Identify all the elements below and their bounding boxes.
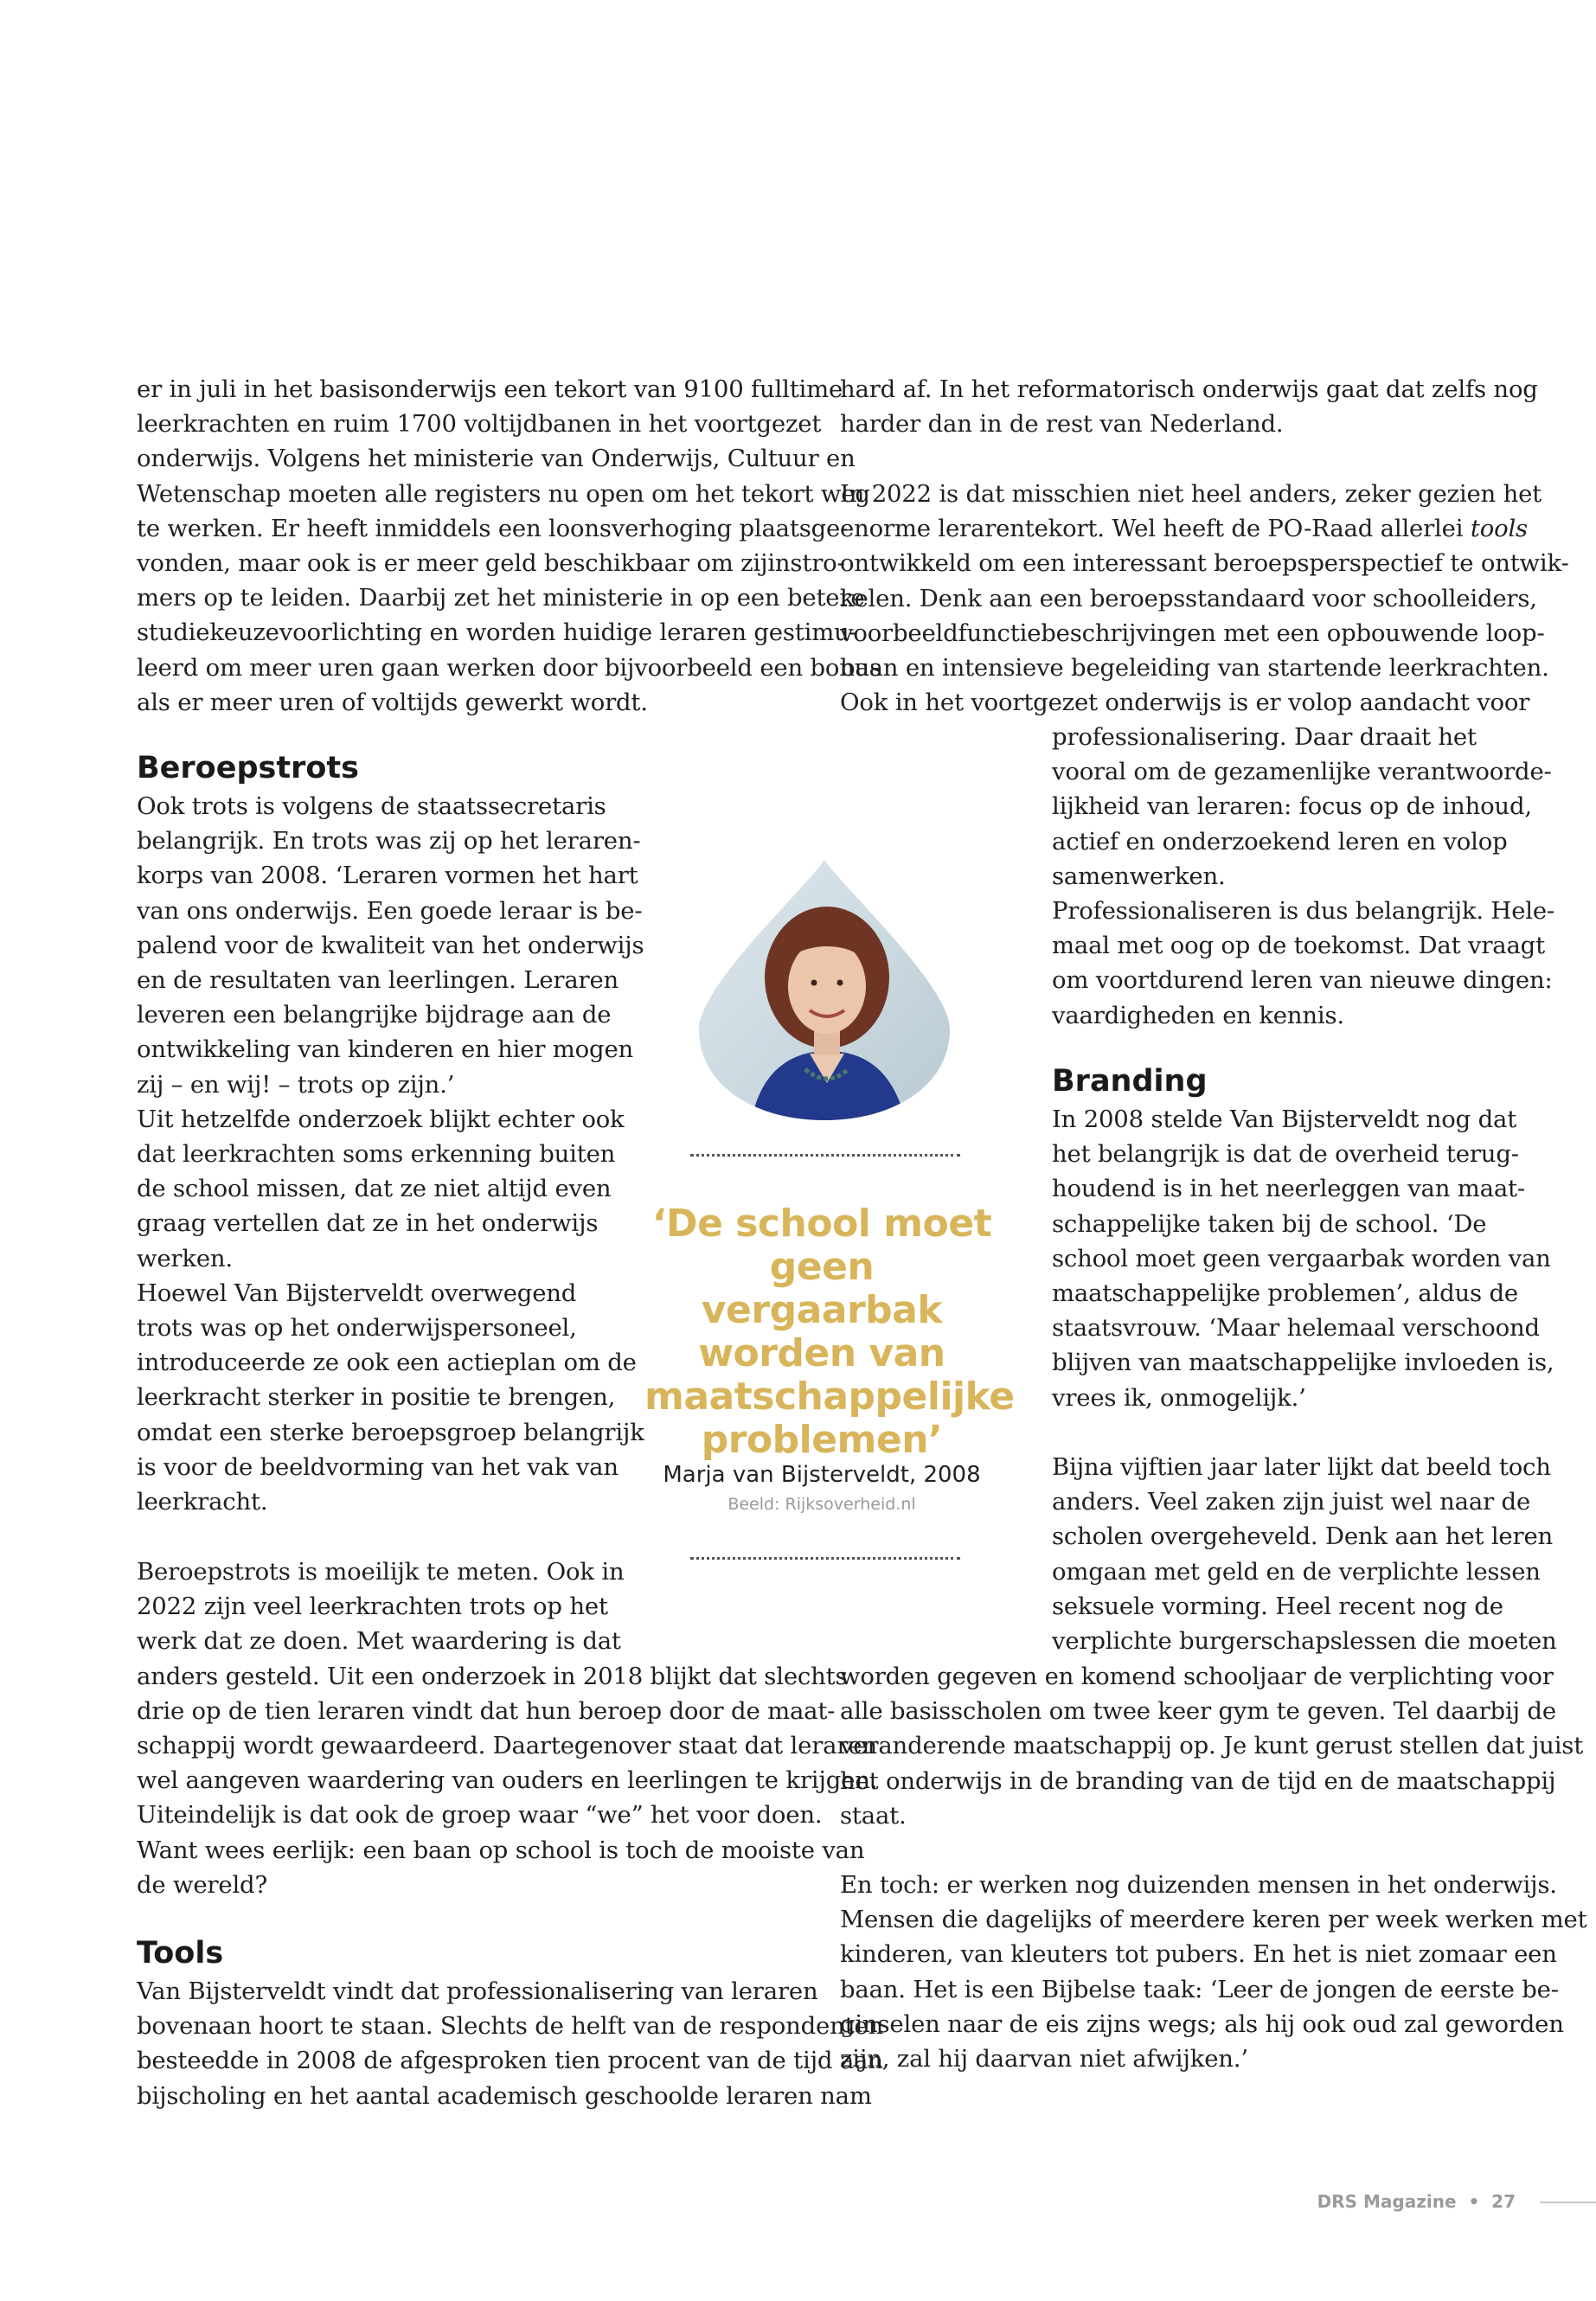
text-line: Ook trots is volgens de staatssecretaris xyxy=(137,792,606,820)
col2-paragraph-4 xyxy=(1052,1102,1554,1415)
heading-beroepstrots: Beroepstrots xyxy=(137,751,359,785)
text-line: maal met oog op de toekomst. Dat vraagt xyxy=(1052,932,1545,960)
text-line: palend voor de kwaliteit van het onderwijs xyxy=(137,931,644,959)
text-line: alle basisscholen om twee keer gym te geven. Tel daarbij de xyxy=(840,1697,1556,1726)
col2-paragraph-2 xyxy=(840,477,1569,720)
text-line: leerkracht sterker in positie te brengen, xyxy=(137,1383,616,1412)
text-line: belangrijk. En trots was zij op het leraren- xyxy=(137,827,641,856)
text-line: vrees ik, onmogelijk.’ xyxy=(1052,1383,1306,1412)
text-line: vooral om de gezamenlijke verantwoorde- xyxy=(1052,758,1552,786)
col2-paragraph-5 xyxy=(1052,1450,1557,1658)
quote-attribution: Marja van Bijsterveldt, 2008 xyxy=(663,1462,981,1488)
text-line: Mensen die dagelijks of meerdere keren per week werken met xyxy=(840,1906,1587,1934)
footer-rule xyxy=(1540,2202,1596,2203)
text-line: bovenaan hoort te staan. Slechts de helft van de respondenten xyxy=(137,2012,884,2041)
text-line: ‘De school moet xyxy=(651,1202,992,1246)
text-line: werk dat ze doen. Met waardering is dat xyxy=(137,1627,621,1656)
text-line: Wetenschap moeten alle registers nu open om het tekort weg xyxy=(137,479,870,508)
text-line: leerkracht. xyxy=(137,1488,268,1516)
text-line: en de resultaten van leerlingen. Leraren xyxy=(137,966,619,995)
text-line: In 2008 stelde Van Bijsterveldt nog dat xyxy=(1052,1106,1517,1133)
text-line: vaardigheden en kennis. xyxy=(1052,1001,1344,1029)
text-line: lijkheid van leraren: focus op de inhoud, xyxy=(1052,792,1532,821)
text-line: Professionaliseren is dus belangrijk. Hele- xyxy=(1052,897,1555,926)
text-line: er in juli in het basisonderwijs een tekort van 9100 fulltime xyxy=(137,375,843,403)
text-line: school moet geen vergaarbak worden van xyxy=(1052,1244,1551,1272)
text-line: baan en intensieve begeleiding van startende leerkrachten. xyxy=(840,654,1549,683)
text-line: geen vergaarbak xyxy=(701,1245,943,1332)
text-line: leerkrachten en ruim 1700 voltijdbanen in het voortgezet xyxy=(137,410,822,439)
text-line: om voortdurend leren van nieuwe dingen: xyxy=(1052,966,1553,995)
text-line: maatschappelijke problemen’, aldus de xyxy=(1052,1279,1518,1308)
text-line: enorme lerarentekort. Wel heeft de PO-Raad allerlei tools xyxy=(840,515,1528,543)
text-line: verplichte burgerschapslessen die moeten xyxy=(1052,1627,1557,1656)
pull-quote xyxy=(644,1202,1015,1462)
text-line: baan. Het is een Bijbelse taak: ‘Leer de jongen de eerste be- xyxy=(840,1975,1559,2003)
text-line: trots was op het onderwijspersoneel, xyxy=(137,1314,577,1343)
text-line: besteedde in 2008 de afgesproken tien procent van de tijd aan xyxy=(137,2047,883,2075)
text-line: anders gesteld. Uit een onderzoek in 2018 blijkt dat slechts xyxy=(137,1662,848,1690)
col1-paragraph-4 xyxy=(137,1974,883,2113)
text-line: worden gegeven en komend schooljaar de verplichting voor xyxy=(840,1663,1554,1690)
col2-paragraph-1 xyxy=(840,372,1538,441)
text-line: het belangrijk is dat de overheid terug- xyxy=(1052,1140,1519,1169)
text-line: staat. xyxy=(840,1801,907,1830)
heading-tools: Tools xyxy=(137,1936,224,1971)
text-line: Want wees eerlijk: een baan op school is toch de mooiste van xyxy=(137,1836,865,1864)
text-line: ginselen naar de eis zijns wegs; als hij ook oud zal geworden xyxy=(840,2009,1564,2038)
text-line: staatsvrouw. ‘Maar helemaal verschoond xyxy=(1052,1314,1540,1343)
col2-paragraph-6 xyxy=(840,1659,1583,1833)
col1-paragraph-3 xyxy=(137,1554,877,1902)
col2-paragraph-7 xyxy=(840,1868,1586,2076)
col1-paragraph-1 xyxy=(137,372,881,720)
text-line: En toch: er werken nog duizenden mensen in het onderwijs. xyxy=(840,1871,1557,1899)
text-line: problemen’ xyxy=(701,1418,943,1462)
text-line: de school missen, dat ze niet altijd even xyxy=(137,1175,612,1203)
text-line: hard af. In het reformatorisch onderwijs gaat dat zelfs nog xyxy=(840,375,1538,403)
text-line: Uit hetzelfde onderzoek blijkt echter ook xyxy=(137,1105,625,1133)
text-line: schappelijke taken bij de school. ‘De xyxy=(1052,1209,1487,1238)
text-line: omdat een sterke beroepsgroep belangrijk xyxy=(137,1418,644,1446)
text-line: schappij wordt gewaardeerd. Daartegenover staat dat leraren xyxy=(137,1732,877,1760)
text-line: Ook in het voortgezet onderwijs is er volop aandacht voor xyxy=(840,689,1530,717)
text-line: houdend is in het neerleggen van maat- xyxy=(1052,1175,1525,1203)
text-line: Hoewel Van Bijsterveldt overwegend xyxy=(137,1279,577,1307)
text-line: drie op de tien leraren vindt dat hun beroep door de maat- xyxy=(137,1696,836,1725)
text-line: ontwikkeling van kinderen en hier mogen xyxy=(137,1035,634,1064)
text-line: seksuele vorming. Heel recent nog de xyxy=(1052,1592,1503,1620)
text-line: blijven van maatschappelijke invloeden is, xyxy=(1052,1349,1554,1377)
text-line: worden van xyxy=(698,1331,945,1375)
portrait-photo xyxy=(699,856,950,1125)
text-line: leerd om meer uren gaan werken door bijvoorbeeld een bonus xyxy=(137,653,882,682)
text-line: mers op te leiden. Daarbij zet het ministerie in op een betere xyxy=(137,584,865,612)
text-line: studiekeuzevoorlichting en worden huidige leraren gestimu- xyxy=(137,619,857,647)
text-line: Uiteindelijk is dat ook de groep waar “we” het voor doen. xyxy=(137,1801,823,1830)
text-line: veranderende maatschappij op. Je kunt gerust stellen dat juist xyxy=(840,1732,1584,1760)
text-line: korps van 2008. ‘Leraren vormen het hart xyxy=(137,862,638,890)
text-line: professionalisering. Daar draait het xyxy=(1052,723,1477,751)
text-line: 2022 zijn veel leerkrachten trots op het xyxy=(137,1593,608,1621)
heading-branding: Branding xyxy=(1052,1064,1208,1099)
text-line: Bijna vijftien jaar later lijkt dat beeld toch xyxy=(1052,1453,1551,1481)
text-line: bijscholing en het aantal academisch geschoolde leraren nam xyxy=(137,2081,872,2110)
text-line: te werken. Er heeft inmiddels een loonsverhoging plaatsge- xyxy=(137,514,849,542)
text-line: scholen overgeheveld. Denk aan het leren xyxy=(1052,1522,1554,1551)
text-line: de wereld? xyxy=(137,1870,267,1899)
text-line: voorbeeldfunctiebeschrijvingen met een opbouwende loop- xyxy=(840,619,1545,647)
text-line: samenwerken. xyxy=(1052,862,1226,890)
divider-bottom xyxy=(690,1557,960,1560)
col2-paragraph-3 xyxy=(1052,720,1554,1033)
text-line: wel aangeven waardering van ouders en leerlingen te krijgen. xyxy=(137,1766,878,1795)
text-line: ontwikkeld om een interessant beroepsperspectief te ontwik- xyxy=(840,549,1569,578)
text-line: is voor de beeldvorming van het vak van xyxy=(137,1452,619,1481)
col1-paragraph-2 xyxy=(137,789,644,1519)
text-line: graag vertellen dat ze in het onderwijs xyxy=(137,1209,599,1238)
text-line: vonden, maar ook is er meer geld beschikbaar om zijinstro- xyxy=(137,549,845,578)
text-line: werken. xyxy=(137,1244,233,1272)
photo-credit: Beeld: Rijksoverheid.nl xyxy=(727,1495,916,1514)
divider-top xyxy=(690,1154,960,1157)
page-footer: DRS Magazine • 27 xyxy=(1317,2191,1516,2212)
text-line: als er meer uren of voltijds gewerkt wordt. xyxy=(137,688,648,716)
text-line: van ons onderwijs. Een goede leraar is be- xyxy=(137,896,643,925)
text-line: harder dan in de rest van Nederland. xyxy=(840,410,1284,439)
text-line: zij – en wij! – trots op zijn.’ xyxy=(137,1070,455,1099)
text-line: Beroepstrots is moeilijk te meten. Ook in xyxy=(137,1558,625,1586)
text-line: introduceerde ze ook een actieplan om de xyxy=(137,1349,637,1377)
text-line: Van Bijsterveldt vindt dat professionalisering van leraren xyxy=(137,1977,818,2005)
text-line: kinderen, van kleuters tot pubers. En het is niet zomaar een xyxy=(840,1940,1557,1969)
text-line: dat leerkrachten soms erkenning buiten xyxy=(137,1140,616,1169)
text-line: actief en onderzoekend leren en volop xyxy=(1052,827,1508,856)
text-line: onderwijs. Volgens het ministerie van Onderwijs, Cultuur en xyxy=(137,445,856,473)
text-line: maatschappelijke xyxy=(644,1375,1015,1419)
text-line: het onderwijs in de branding van de tijd en de maatschappij xyxy=(840,1766,1556,1795)
text-line: kelen. Denk aan een beroepsstandaard voor schoolleiders, xyxy=(840,584,1537,612)
text-line: leveren een belangrijke bijdrage aan de xyxy=(137,1001,612,1029)
text-line: In 2022 is dat misschien niet heel anders, zeker gezien het xyxy=(840,480,1542,508)
text-line: anders. Veel zaken zijn juist wel naar de xyxy=(1052,1488,1531,1516)
text-line: zijn, zal hij daarvan niet afwijken.’ xyxy=(840,2045,1248,2073)
text-line: omgaan met geld en de verplichte lessen xyxy=(1052,1557,1541,1586)
